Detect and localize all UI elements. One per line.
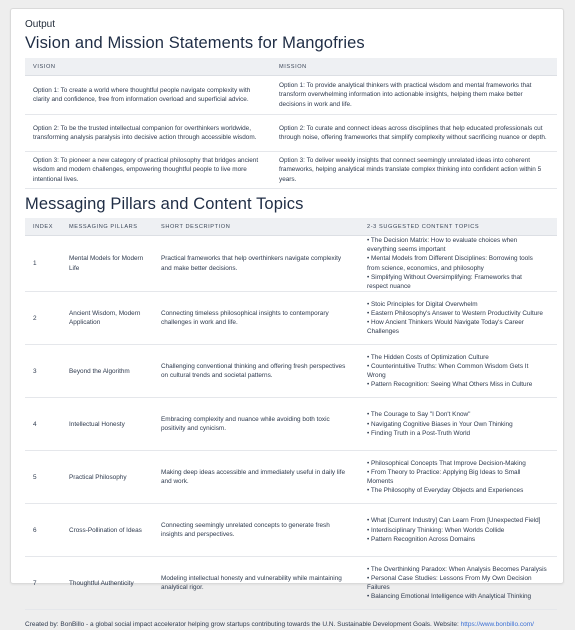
description-header: SHORT DESCRIPTION xyxy=(153,218,359,236)
topic-line: • Personal Case Studies: Lessons From My Own Decision xyxy=(367,575,532,583)
topic-line: • Interdisciplinary Thinking: When Worlds Collide xyxy=(367,526,505,534)
topic-line: • Balancing Emotional Intelligence with Analytical Thinking xyxy=(367,593,532,601)
topic-line: • From Theory to Practice: Applying Big Ideas to Small xyxy=(367,469,521,477)
mission-cell: Option 3: To deliver weekly insights that connect seemingly unrelated ideas into coherent frameworks, helping analytical minds translate complex thinking into confident action within 5 years. xyxy=(271,152,557,189)
topic-line: • The Hidden Costs of Optimization Culture xyxy=(367,353,489,361)
pillar-cell: Practical Philosophy xyxy=(61,451,153,504)
topic-line: • The Overthinking Paradox: When Analysis Becomes Paralysis xyxy=(367,565,547,573)
description-cell: Connecting seemingly unrelated concepts to generate fresh insights and perspectives. xyxy=(153,504,359,557)
topic-line: • Simplifying Without Oversimplifying: Frameworks that xyxy=(367,273,522,281)
mission-cell: Option 1: To provide analytical thinkers with practical wisdom and mental frameworks that transform overwhelming information into actionable insights, helping them make better decisions in work and life. xyxy=(271,76,557,115)
topics-cell xyxy=(359,451,557,504)
pillar-header: MESSAGING PILLARS xyxy=(61,218,153,236)
topic-line: Wrong xyxy=(367,372,386,380)
topic-line: • What [Current Industry] Can Learn From [Unexpected Field] xyxy=(367,517,541,525)
table-row xyxy=(25,115,557,152)
topic-line: • How Ancient Thinkers Would Navigate Today's Career xyxy=(367,319,524,327)
table-row xyxy=(25,451,557,504)
pillars-title: Messaging Pillars and Content Topics xyxy=(25,195,304,213)
index-cell: 5 xyxy=(25,451,61,504)
topics-cell xyxy=(359,345,557,398)
output-card xyxy=(10,8,564,629)
table-row xyxy=(25,236,557,292)
topic-line: • Counterintuitive Truths: When Common Wisdom Gets It xyxy=(367,363,529,371)
topic-line: from science, economics, and philosophy xyxy=(367,264,484,272)
vision-cell: Option 2: To be the trusted intellectual companion for overthinkers worldwide, transforming analysis paralysis into decisive action through accessible wisdom. xyxy=(25,115,271,152)
topic-line: • Pattern Recognition Across Domains xyxy=(367,535,476,543)
description-cell: Challenging conventional thinking and offering fresh perspectives on cultural trends and societal patterns. xyxy=(153,345,359,398)
topic-line: • Stoic Principles for Digital Overwhelm xyxy=(367,300,478,308)
pillar-cell: Ancient Wisdom, Modern Application xyxy=(61,292,153,345)
pillars-body xyxy=(25,236,557,610)
description-cell: Embracing complexity and nuance while avoiding both toxic positivity and cynicism. xyxy=(153,398,359,451)
description-cell: Connecting timeless philosophical insights to contemporary challenges in work and life. xyxy=(153,292,359,345)
vision-cell: Option 3: To pioneer a new category of practical philosophy that bridges ancient wisdom and modern challenges, empowering thoughtful people to live more intentional lives. xyxy=(25,152,271,189)
table-row xyxy=(25,398,557,451)
footer-text: Created by: BonBillo - a global social impact accelerator helping grow startups contributing towards the U.N. Sustainable Development Goals. Website: xyxy=(25,621,461,629)
output-label: Output xyxy=(25,19,56,30)
description-cell: Making deep ideas accessible and immediately useful in daily life and work. xyxy=(153,451,359,504)
description-cell: Practical frameworks that help overthinkers navigate complexity and make better decisions. xyxy=(153,236,359,292)
topic-line: • The Philosophy of Everyday Objects and Experiences xyxy=(367,487,524,495)
pillar-cell: Beyond the Algorithm xyxy=(61,345,153,398)
vision-header: VISION xyxy=(25,58,271,76)
vision-cell: Option 1: To create a world where thoughtful people navigate complexity with clarity and confidence, free from information overload and superficial advice. xyxy=(25,76,271,115)
messaging-pillars-table xyxy=(25,218,557,610)
index-cell: 1 xyxy=(25,236,61,292)
vision-header-row xyxy=(25,58,557,76)
index-cell: 4 xyxy=(25,398,61,451)
topic-line: • Mental Models from Different Disciplines: Borrowing tools xyxy=(367,255,533,263)
pillars-header-row xyxy=(25,218,557,236)
topics-cell xyxy=(359,557,557,610)
index-cell: 2 xyxy=(25,292,61,345)
topics-cell xyxy=(359,292,557,345)
index-cell: 3 xyxy=(25,345,61,398)
footer xyxy=(25,620,555,630)
topic-line: • Philosophical Concepts That Improve Decision-Making xyxy=(367,459,526,467)
table-row xyxy=(25,152,557,189)
topics-cell xyxy=(359,504,557,557)
topic-line: • Navigating Cognitive Biases in Your Own Thinking xyxy=(367,420,513,428)
table-row xyxy=(25,292,557,345)
pillar-cell: Intellectual Honesty xyxy=(61,398,153,451)
footer-link[interactable]: https://www.bonbillo.com/ xyxy=(460,621,534,629)
topic-line: • The Decision Matrix: How to evaluate choices when xyxy=(367,237,518,244)
vision-title: Vision and Mission Statements for Mangofries xyxy=(25,34,365,52)
table-row xyxy=(25,504,557,557)
topics-header: 2-3 SUGGESTED CONTENT TOPICS xyxy=(359,218,557,236)
topic-line: • Pattern Recognition: Seeing What Others Miss in Culture xyxy=(367,381,533,389)
topic-line: Moments xyxy=(367,478,394,486)
pillar-cell: Cross-Pollination of Ideas xyxy=(61,504,153,557)
topic-line: Challenges xyxy=(367,328,399,336)
table-row xyxy=(25,345,557,398)
index-cell: 6 xyxy=(25,504,61,557)
topic-line: everything seems important xyxy=(367,246,446,254)
topic-line: • Eastern Philosophy's Answer to Western Productivity Culture xyxy=(367,310,543,318)
topic-line: Failures xyxy=(367,584,390,592)
table-row xyxy=(25,557,557,610)
mission-cell: Option 2: To curate and connect ideas across disciplines that help educated professionals cut through noise, offering frameworks that simplify complexity without sacrificing nuance or depth. xyxy=(271,115,557,152)
table-row xyxy=(25,76,557,115)
topic-line: • The Courage to Say "I Don't Know" xyxy=(367,411,471,419)
mission-header: MISSION xyxy=(271,58,557,76)
index-cell: 7 xyxy=(25,557,61,610)
topics-cell xyxy=(359,398,557,451)
topic-line: • Finding Truth in a Post-Truth World xyxy=(367,429,471,437)
pillar-cell: Thoughtful Authenticity xyxy=(61,557,153,610)
topic-line: respect nuance xyxy=(367,283,411,291)
vision-mission-table xyxy=(25,58,557,189)
index-header: INDEX xyxy=(25,218,61,236)
topics-cell xyxy=(359,236,557,292)
pillar-cell: Mental Models for Modern Life xyxy=(61,236,153,292)
description-cell: Modeling intellectual honesty and vulnerability while maintaining analytical rigor. xyxy=(153,557,359,610)
